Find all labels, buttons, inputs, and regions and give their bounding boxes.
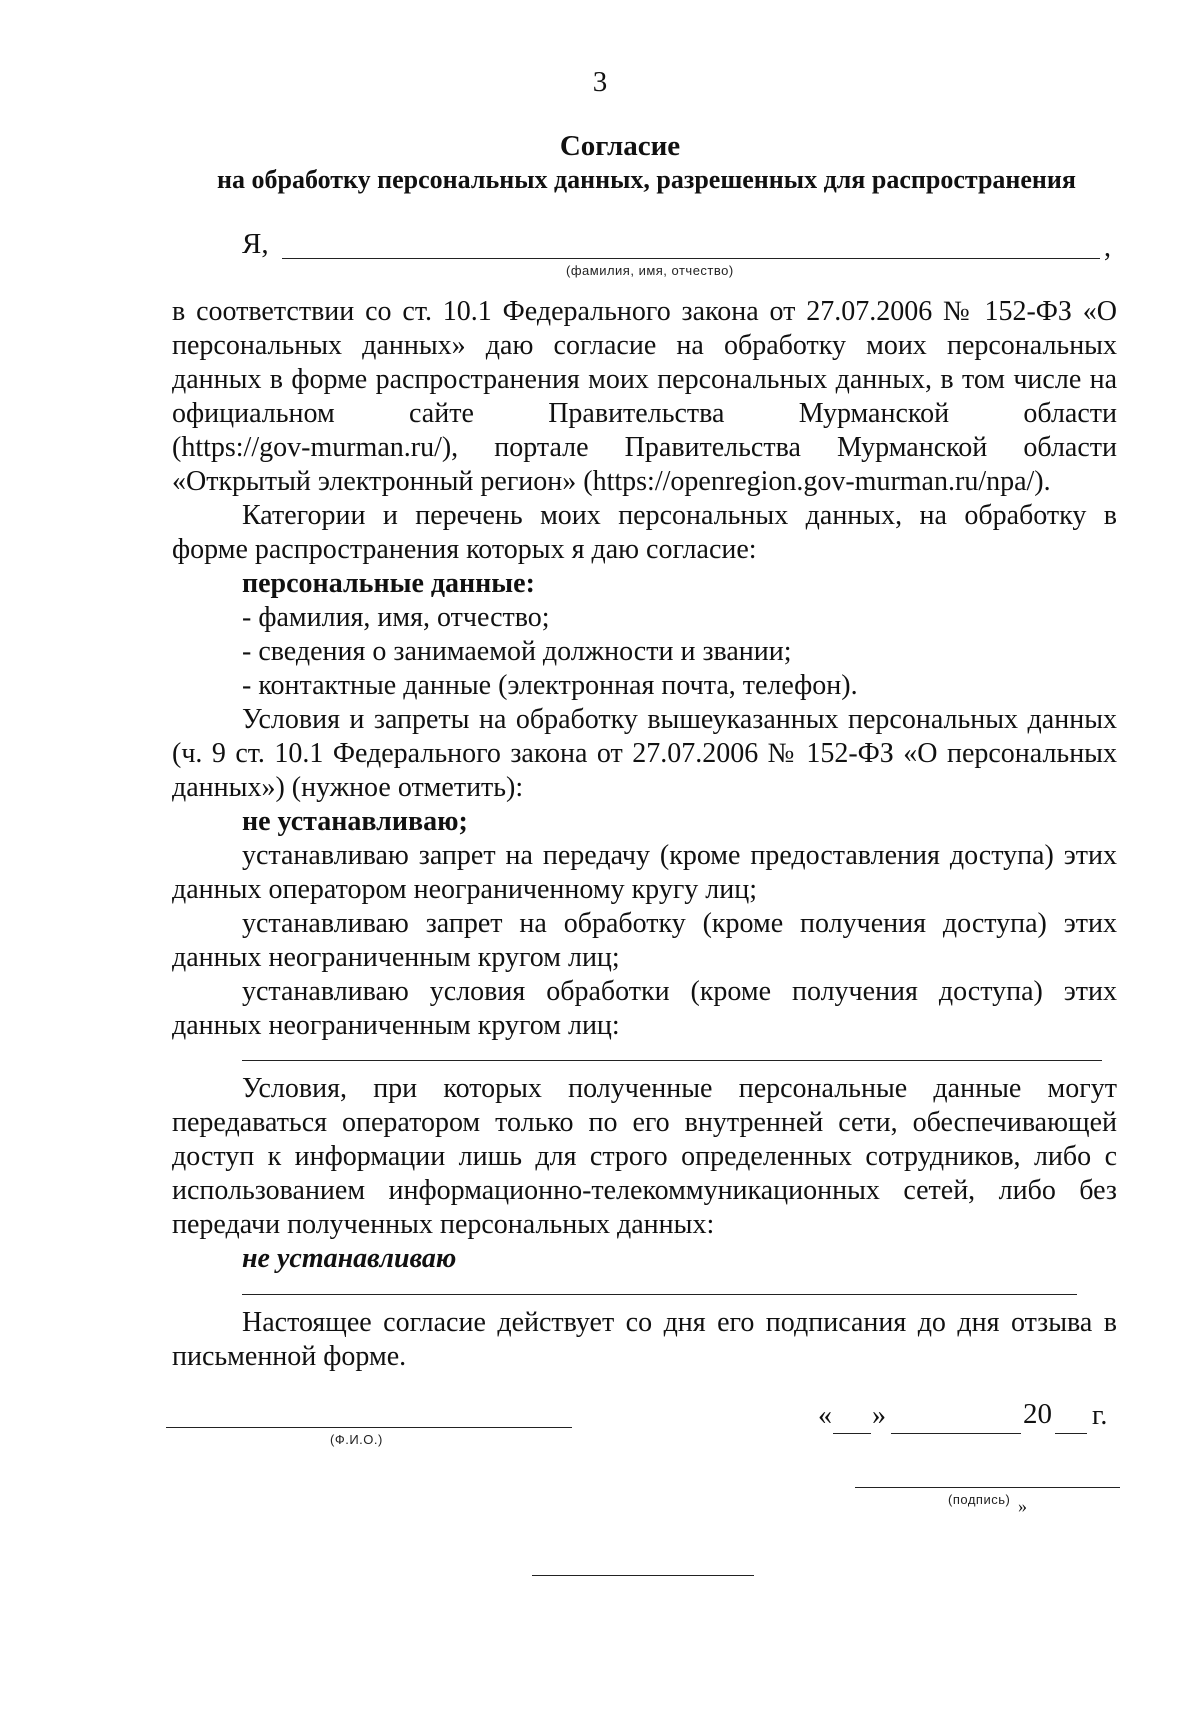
closing-separator bbox=[532, 1575, 754, 1576]
category-item: - контактные данные (электронная почта, телефон). bbox=[242, 670, 858, 701]
document-title: Согласие bbox=[559, 130, 681, 162]
name-prefix: Я, bbox=[242, 228, 269, 260]
document-subtitle: на обработку персональных данных, разрешенных для распространения bbox=[217, 165, 1076, 194]
option-none: не устанавливаю; bbox=[242, 806, 468, 837]
fio-caption: (Ф.И.О.) bbox=[330, 1432, 383, 1447]
para1-line-5: (https://gov-murman.ru/), портале Правительства Мурманской области bbox=[172, 432, 1117, 463]
para1-line-1: в соответствии со ст. 10.1 Федерального закона от 27.07.2006 № 152-ФЗ «О bbox=[172, 296, 1117, 327]
option3-line-2: данных неограниченным кругом лиц: bbox=[172, 1010, 620, 1041]
para1-line-6: «Открытый электронный регион» (https://openregion.gov-murman.ru/npa/). bbox=[172, 466, 1051, 497]
para4-line-1: Условия, при которых полученные персональные данные могут bbox=[242, 1073, 1117, 1104]
date-close-quote: » bbox=[872, 1400, 886, 1431]
para1-line-3: данных в форме распространения моих персональных данных, в том числе на bbox=[172, 364, 1117, 395]
date-year-prefix: 20 bbox=[1023, 1398, 1052, 1430]
para5-line-2: письменной форме. bbox=[172, 1341, 407, 1372]
para1-line-2: персональных данных» даю согласие на обработку моих персональных bbox=[172, 330, 1117, 361]
conditions-underline bbox=[242, 1060, 1102, 1061]
para1-line-4: официальном сайте Правительства Мурманской области bbox=[172, 398, 1117, 429]
date-open-quote: « bbox=[818, 1400, 832, 1431]
category-item: - фамилия, имя, отчество; bbox=[242, 602, 550, 633]
option2-line-2: данных неограниченным кругом лиц; bbox=[172, 942, 620, 973]
name-underline bbox=[282, 258, 1100, 259]
para3-line-2: (ч. 9 ст. 10.1 Федерального закона от 27.07.2006 № 152-ФЗ «О персональных bbox=[172, 738, 1117, 769]
name-caption: (фамилия, имя, отчество) bbox=[566, 263, 734, 278]
para2-line-1: Категории и перечень моих персональных данных, на обработку в bbox=[242, 500, 1117, 531]
name-suffix: , bbox=[1104, 232, 1111, 263]
signature-line bbox=[855, 1487, 1120, 1488]
para4-answer: не устанавливаю bbox=[242, 1243, 457, 1274]
option1-line-1: устанавливаю запрет на передачу (кроме предоставления доступа) этих bbox=[242, 840, 1117, 871]
page-number: 3 bbox=[592, 66, 608, 98]
para3-line-1: Условия и запреты на обработку вышеуказанных персональных данных bbox=[242, 704, 1117, 735]
option1-line-2: данных оператором неограниченному кругу лиц; bbox=[172, 874, 758, 905]
date-year-suffix: г. bbox=[1092, 1400, 1108, 1431]
date-year-line bbox=[1055, 1433, 1087, 1434]
date-month-line bbox=[891, 1433, 1021, 1434]
date-day-line bbox=[833, 1433, 871, 1434]
categories-heading: персональные данные: bbox=[242, 568, 535, 599]
signature-caption: (подпись) bbox=[948, 1492, 1011, 1507]
para3-line-3: данных») (нужное отметить): bbox=[172, 772, 524, 803]
category-item: - сведения о занимаемой должности и звании; bbox=[242, 636, 792, 667]
answer-underline bbox=[242, 1294, 1077, 1295]
option3-line-1: устанавливаю условия обработки (кроме получения доступа) этих bbox=[242, 976, 1117, 1007]
signature-tail: » bbox=[1018, 1496, 1027, 1516]
fio-line bbox=[166, 1427, 572, 1428]
para4-line-3: доступ к информации лишь для строго определенных сотрудников, либо с bbox=[172, 1141, 1117, 1172]
para4-line-4: использованием информационно-телекоммуникационных сетей, либо без bbox=[172, 1175, 1117, 1206]
para4-line-2: передаваться оператором только по его внутренней сети, обеспечивающей bbox=[172, 1107, 1117, 1138]
option2-line-1: устанавливаю запрет на обработку (кроме получения доступа) этих bbox=[242, 908, 1117, 939]
para2-line-2: форме распространения которых я даю согласие: bbox=[172, 534, 757, 565]
para5-line-1: Настоящее согласие действует со дня его подписания до дня отзыва в bbox=[242, 1307, 1117, 1338]
para4-line-5: передачи полученных персональных данных: bbox=[172, 1209, 715, 1240]
